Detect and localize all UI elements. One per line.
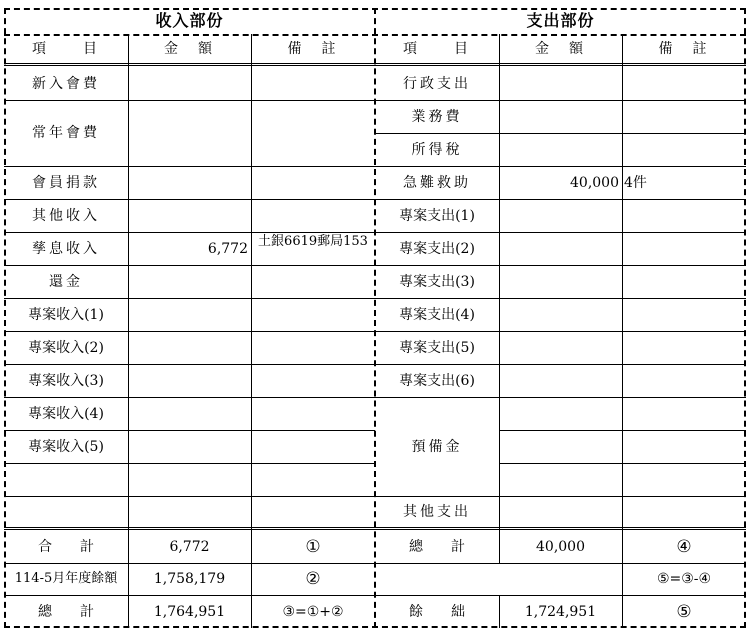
expense-note-value: 4件 (624, 174, 647, 191)
income-item-label: 常年會費 (32, 125, 100, 141)
expense-item-label: 其他支出 (403, 504, 471, 520)
income-amount-value: 6,772 (207, 240, 248, 257)
expense-item-label: 行政支出 (403, 75, 471, 92)
column-header-rule (4, 63, 746, 66)
grand-total-label: 總 計 (38, 603, 94, 620)
expense-item-label: 專案支出(4) (399, 306, 475, 323)
row-rule (4, 463, 375, 464)
row-rule (375, 496, 746, 497)
expense-item-label: 所得稅 (411, 141, 463, 158)
prev-balance-label: 114-5月年度餘額 (14, 571, 118, 586)
income-total-amount: 6,772 (169, 539, 210, 555)
income-item-label: 專案收入(2) (28, 339, 104, 356)
row-rule (375, 397, 746, 398)
income-item-label: 孳息收入 (32, 240, 100, 257)
financial-statement-table (4, 8, 746, 628)
row-rule (4, 397, 375, 398)
row-rule (375, 199, 746, 200)
expense-amount-value: 40,000 (570, 174, 619, 191)
row-rule (4, 595, 746, 596)
prev-balance-amount: 1,758,179 (153, 571, 226, 587)
income-item-label: 專案收入(5) (28, 438, 104, 455)
row-rule (4, 430, 375, 431)
row-rule (4, 199, 375, 200)
expense-item-label: 專案支出(1) (399, 207, 475, 224)
row-rule (4, 166, 375, 167)
row-rule (375, 232, 746, 233)
income-amount-header: 金 額 (164, 40, 215, 57)
expense-item-label: 急難救助 (403, 174, 471, 191)
income-section-header: 收入部份 (155, 11, 224, 30)
row-rule (375, 331, 746, 332)
expense-item-label: 預備金 (411, 438, 463, 455)
income-total-label: 合 計 (38, 539, 94, 555)
income-item-label: 還金 (49, 273, 83, 290)
expense-item-label: 專案支出(3) (399, 273, 475, 290)
row-rule (375, 166, 746, 167)
grand-total-note: ③=①+② (282, 603, 344, 620)
col-rule (499, 34, 500, 563)
frame-left (4, 8, 6, 628)
row-rule (4, 265, 375, 266)
row-rule (4, 563, 746, 564)
income-item-header: 項 目 (32, 40, 100, 57)
expense-total-note: ④ (676, 537, 692, 557)
row-rule (375, 265, 746, 266)
prev-balance-note: ② (305, 569, 321, 589)
col-rule (128, 34, 129, 628)
row-rule (375, 364, 746, 365)
income-total-note: ① (305, 537, 321, 557)
col-rule (251, 34, 252, 628)
expense-item-label: 專案支出(6) (399, 372, 475, 389)
row-rule (4, 100, 375, 101)
expense-note-header: 備 註 (658, 40, 710, 57)
row-rule (4, 364, 375, 365)
balance-label: 餘 絀 (409, 603, 465, 620)
income-item-label: 新入會費 (32, 75, 100, 92)
expense-section-header: 支出部份 (526, 11, 595, 30)
expense-item-header: 項 目 (403, 40, 471, 57)
frame-right (744, 8, 746, 628)
row-rule (4, 298, 375, 299)
income-item-label: 會員捐款 (32, 174, 100, 191)
row-rule (4, 331, 375, 332)
balance-formula-note: ⑤=③-④ (656, 571, 712, 587)
balance-note: ⑤ (676, 601, 692, 622)
col-rule (499, 595, 500, 628)
income-item-label: 其他收入 (32, 207, 100, 224)
expense-total-amount: 40,000 (536, 539, 585, 555)
header-rule (4, 34, 746, 36)
balance-amount: 1,724,951 (524, 603, 597, 620)
income-note-value: 土銀6619郵局153 (258, 234, 368, 249)
income-note-header: 備 註 (287, 40, 339, 57)
row-rule (4, 232, 375, 233)
col-rule (622, 34, 623, 628)
row-rule (4, 496, 375, 497)
expense-item-label: 專案支出(2) (399, 240, 475, 257)
summary-rule (4, 527, 746, 530)
section-divider (374, 8, 376, 628)
row-rule (375, 298, 746, 299)
expense-amount-header: 金 額 (535, 40, 586, 57)
expense-total-label: 總 計 (409, 539, 465, 555)
row-rule (375, 133, 746, 134)
income-item-label: 專案收入(1) (28, 306, 104, 323)
expense-item-label: 專案支出(5) (399, 339, 475, 356)
grand-total-amount: 1,764,951 (153, 603, 226, 620)
expense-item-label: 業務費 (411, 108, 463, 125)
income-item-label: 專案收入(3) (28, 372, 104, 389)
row-rule (375, 100, 746, 101)
income-item-label: 專案收入(4) (28, 405, 104, 422)
